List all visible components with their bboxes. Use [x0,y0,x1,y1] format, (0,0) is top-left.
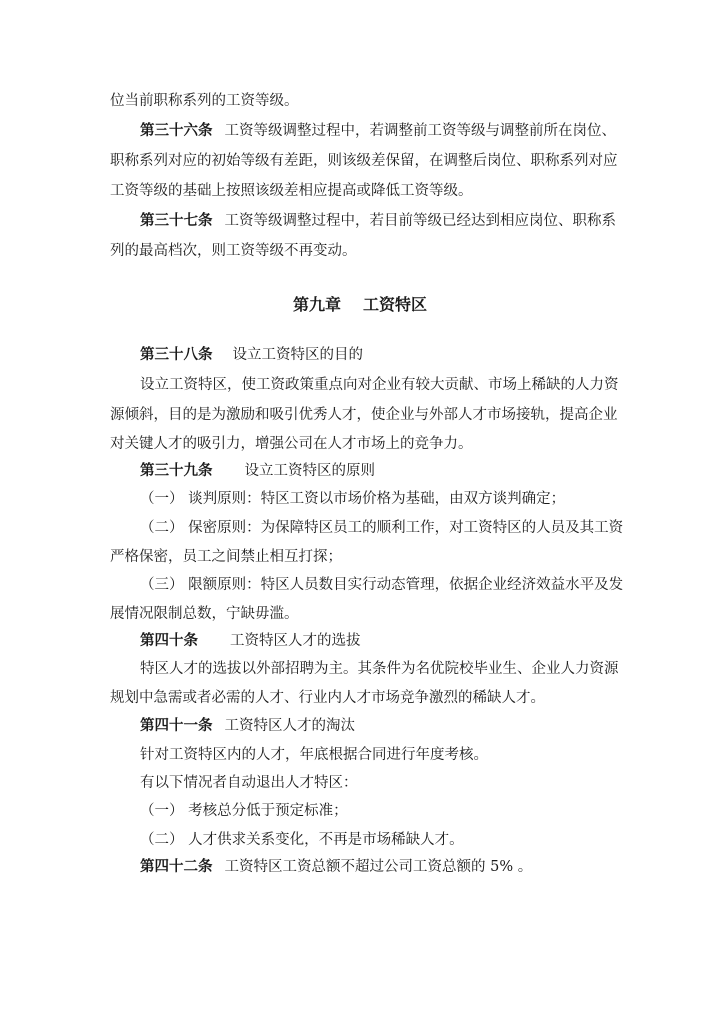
list-item: （二） 保密原则：为保障特区员工的顺利工作，对工资特区的人员及其工资 [140,520,624,536]
article-title: 第三十九条 [140,462,213,479]
text-line: 严格保密，员工之间禁止相互打探； [110,549,342,565]
article-text: 工资等级调整过程中，若调整前工资等级与调整前所在岗位、 [224,123,616,139]
article-text: 工资等级调整过程中，若目前等级已经达到相应岗位、职称系 [224,213,616,229]
article-heading: 设立工资特区的原则 [244,463,375,479]
article-title: 第四十条 [140,632,198,649]
article-39 [140,461,375,481]
text-line: 对关键人才的吸引力，增强公司在人才市场上的竞争力。 [110,436,473,452]
list-item: （一） 谈判原则：特区工资以市场价格为基础，由双方谈判确定； [140,491,566,507]
text-line: 设立工资特区，使工资政策重点向对企业有较大贡献、市场上稀缺的人力资 [140,377,619,393]
text-line: 职称系列对应的初始等级有差距，则该级差保留，在调整后岗位、职称系列对应 [110,153,618,169]
chapter-heading [0,294,720,316]
list-item: （二） 人才供求关系变化，不再是市场稀缺人才。 [140,832,464,848]
article-heading: 工资特区人才的选拔 [230,633,361,649]
article-heading: 设立工资特区的目的 [232,347,363,363]
article-36 [140,121,616,141]
list-item: （三） 限额原则：特区人员数目实行动态管理，依据企业经济效益水平及发 [140,577,624,593]
article-41 [140,716,355,736]
text-line: 展情况限制总数，宁缺毋滥。 [110,606,299,622]
article-heading: 工资特区人才的淘汰 [224,718,355,734]
article-37 [140,211,616,231]
article-text: 工资特区工资总额不超过公司工资总额的 5% 。 [224,859,533,875]
text-line: 位当前职称系列的工资等级。 [110,93,299,109]
article-40 [140,631,361,651]
article-42 [140,857,532,877]
chapter-number: 第九章 [292,295,341,314]
text-line: 工资等级的基础上按照该级差相应提高或降低工资等级。 [110,183,473,199]
text-line: 源倾斜，目的是为激励和吸引优秀人才，使企业与外部人才市场接轨，提高企业 [110,407,618,423]
list-item: （一） 考核总分低于预定标准； [140,803,348,819]
text-line: 有以下情况者自动退出人才特区： [140,775,358,791]
article-title: 第四十一条 [140,717,213,734]
article-title: 第三十七条 [140,212,213,229]
chapter-title: 工资特区 [363,295,428,314]
text-line: 特区人才的选拔以外部招聘为主。其条件为名优院校毕业生、企业人力资源 [140,661,619,677]
article-title: 第三十八条 [140,346,213,363]
text-line: 针对工资特区内的人才，年底根据合同进行年度考核。 [140,747,488,763]
text-line: 列的最高档次，则工资等级不再变动。 [110,243,357,259]
article-38 [140,345,363,365]
article-title: 第三十六条 [140,122,213,139]
article-title: 第四十二条 [140,858,213,875]
text-line: 规划中急需或者必需的人才、行业内人才市场竞争激烈的稀缺人才。 [110,690,545,706]
